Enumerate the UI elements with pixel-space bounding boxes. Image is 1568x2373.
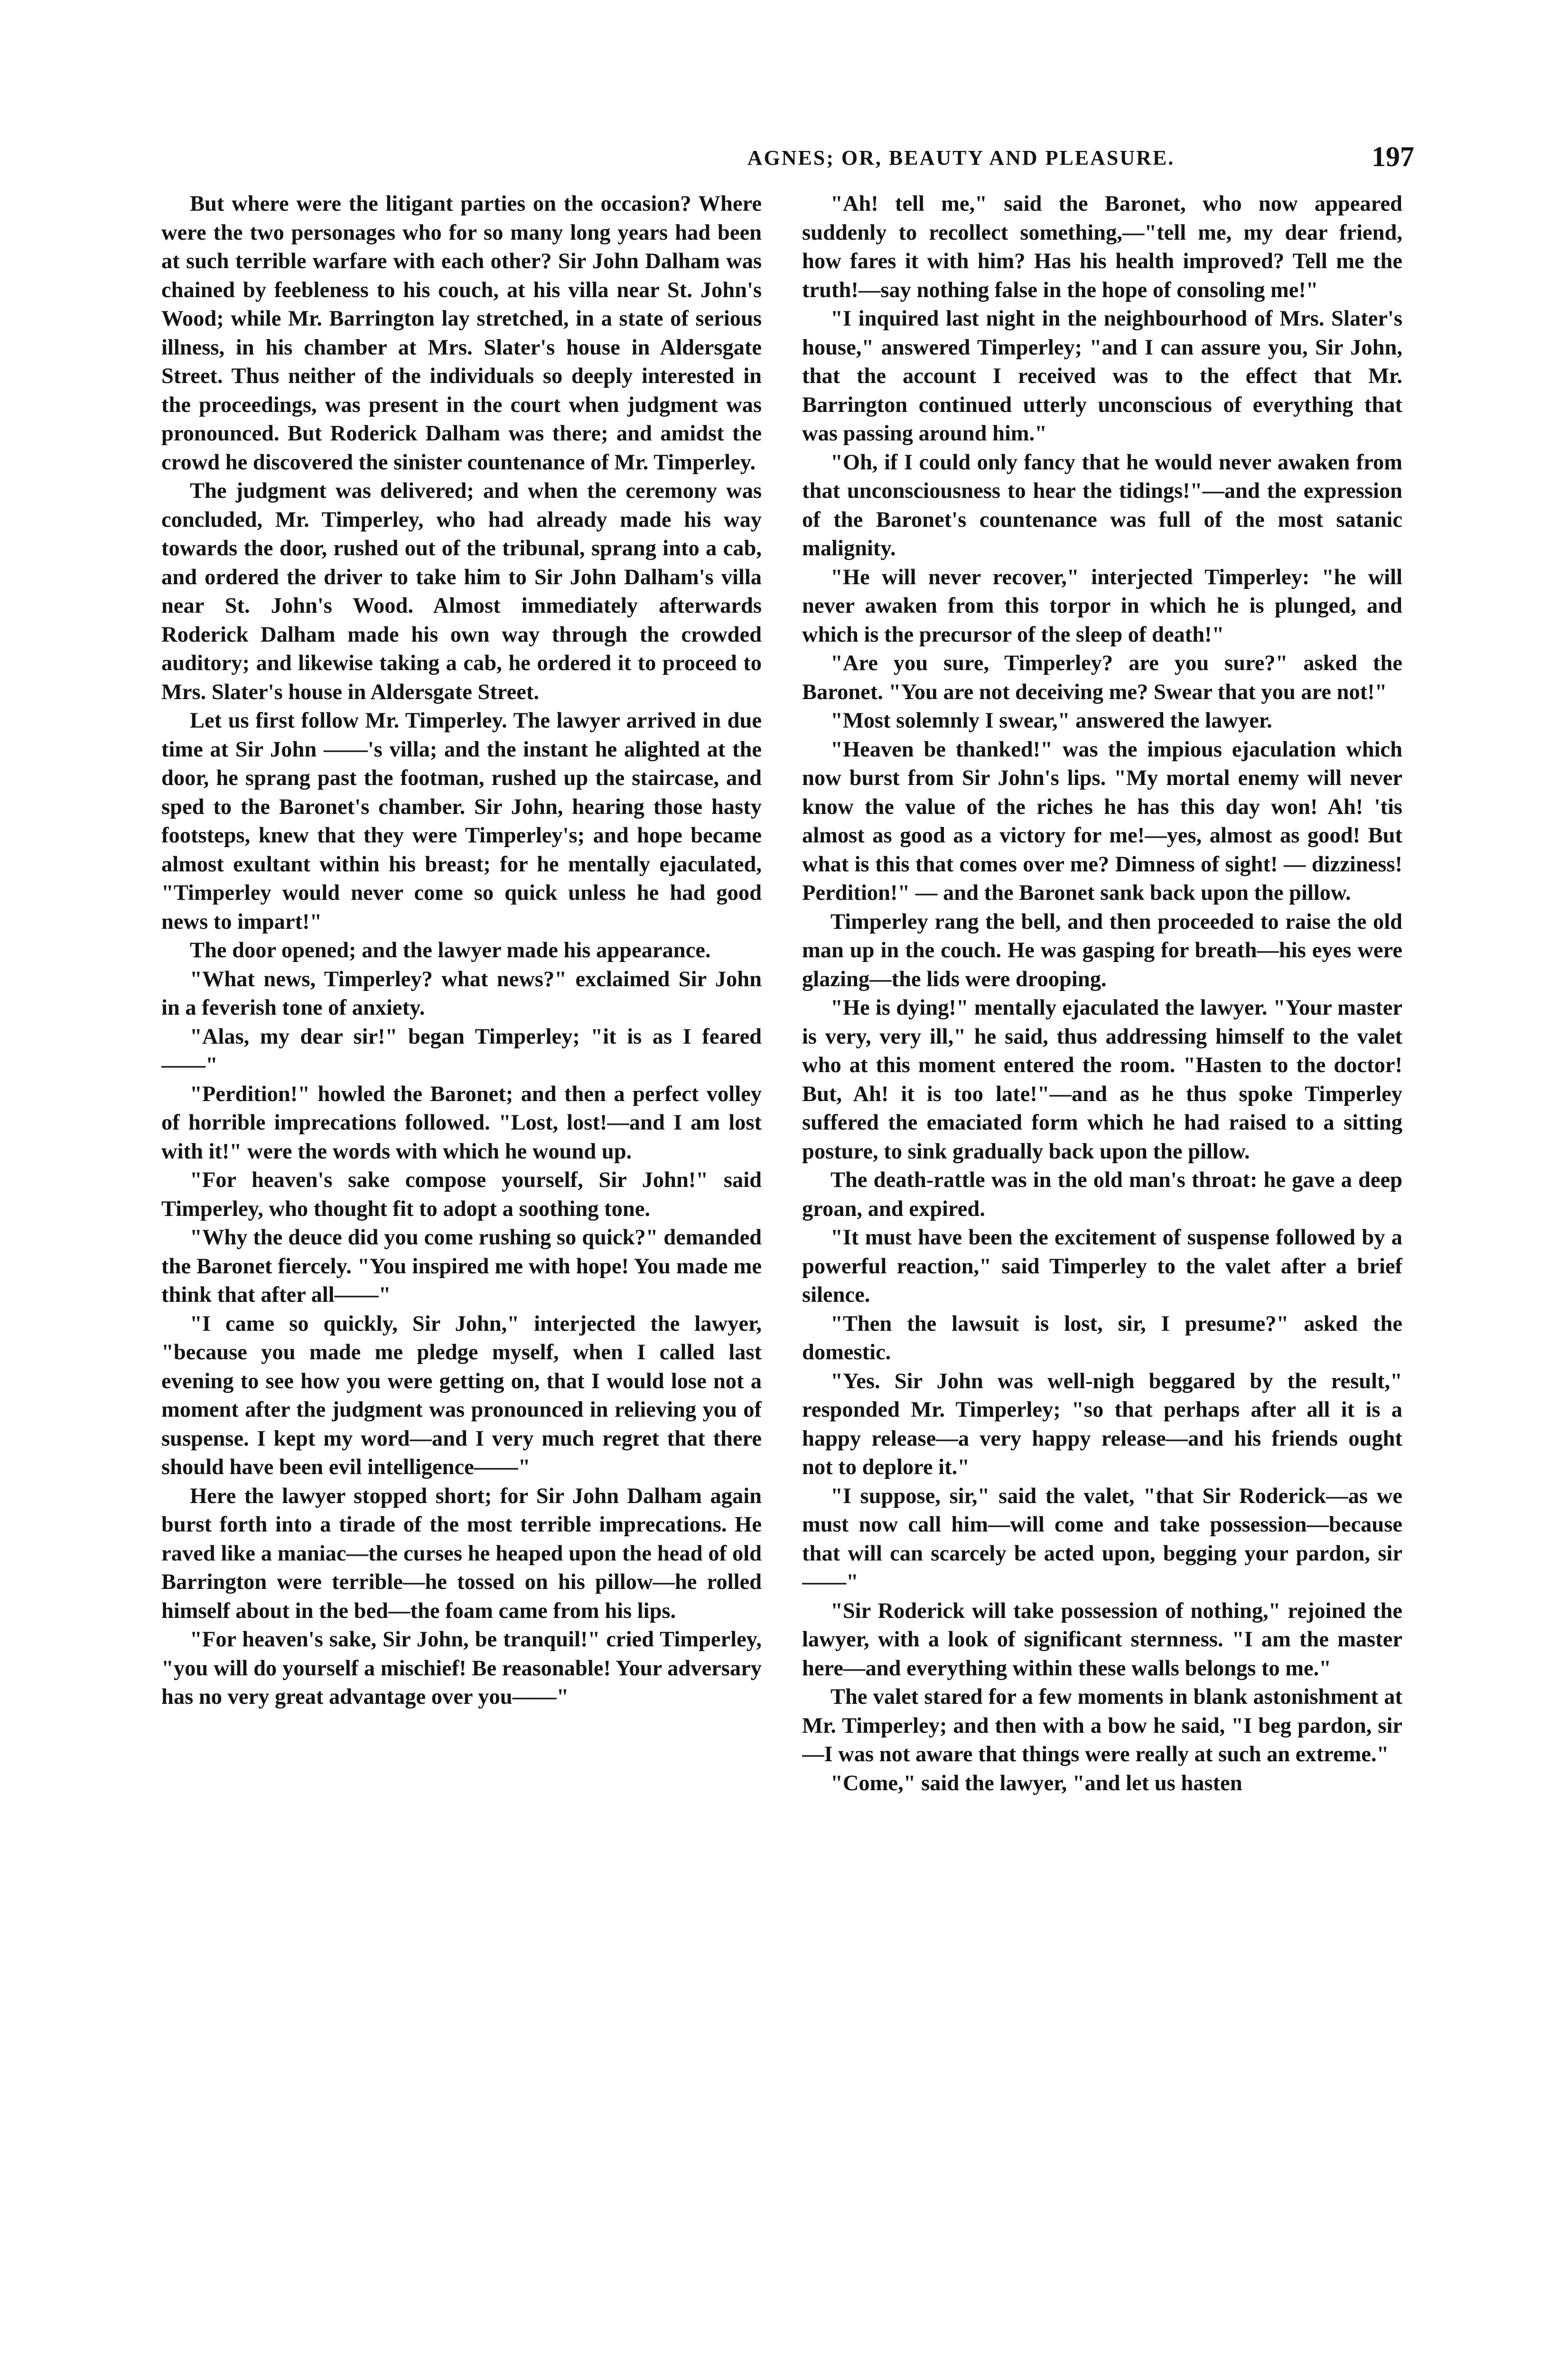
paragraph: "What news, Timperley? what news?" exclaimed Sir John in a feverish tone of anxiety. [161,967,762,1020]
paragraph: "Oh, if I could only fancy that he would never awaken from that unconsciousness to hear the tidings!"—and the expression of the Baronet's countenance was full of the most satanic malignity. [802,450,1402,561]
paragraph: The judgment was delivered; and when the ceremony was concluded, Mr. Timperley, who had already made his way towards the door, rushed out of the tribunal, sprang into a cab, and ordered the driver to take him to Sir John Dalham's villa near St. John's Wood. Almost immediately afterwards Roderick Dalham made his own way through the crowded auditory; and likewise taking a cab, he ordered it to proceed to Mrs. Slater's house in Aldersgate Street. [161,479,762,704]
paragraph: Let us first follow Mr. Timperley. The lawyer arrived in due time at Sir John ——'s villa; and the instant he alighted at the door, he sprang past the footman, rushed up the staircase, and sped to the Baronet's chamber. Sir John, hearing those hasty footsteps, knew that they were Timperley's; and hope became almost exultant within his breast; for he mentally ejaculated, "Timperley would never come so quick unless he had good news to impart!" [161,709,762,934]
paragraph: Timperley rang the bell, and then proceeded to raise the old man up in the couch. He was gasping for breath—his eyes were glazing—the lids were drooping. [802,909,1402,991]
paragraph: "Alas, my dear sir!" began Timperley; "it is as I feared——" [161,1024,762,1077]
paragraph: "Then the lawsuit is lost, sir, I presume?" asked the domestic. [802,1311,1402,1364]
paragraph: "For heaven's sake, Sir John, be tranquil!" cried Timperley, "you will do yourself a mischief! Be reasonable! Your adversary has no very great advantage over you——" [161,1627,762,1709]
paragraph: The valet stared for a few moments in blank astonishment at Mr. Timperley; and then with a bow he said, "I beg pardon, sir—I was not aware that things were really at such an extreme." [802,1685,1402,1766]
paragraph: "Are you sure, Timperley? are you sure?" asked the Baronet. "You are not deceiving me? Swear that you are not!" [802,651,1402,704]
paragraph: "Sir Roderick will take possession of nothing," rejoined the lawyer, with a look of significant sternness. "I am the master here—and everything within these walls belongs to me." [802,1598,1402,1681]
paragraph: "He will never recover," interjected Timperley: "he will never awaken from this torpor in which he is plunged, and which is the precursor of the sleep of death!" [802,565,1402,647]
paragraph: "Heaven be thanked!" was the impious ejaculation which now burst from Sir John's lips. "My mortal enemy will never know the value of the riches he has this day won! Ah! 'tis almost as good as a victory for me!—yes, almost as good! But what is this that comes over me? Dimness of sight! — dizziness! Perdition!" — and the Baronet sank back upon the pillow. [802,737,1402,905]
paragraph: "Ah! tell me," said the Baronet, who now appeared suddenly to recollect something,—"tell me, my dear friend, how fares it with him? Has his health improved? Tell me the truth!—say nothing false in the hope of consoling me!" [802,192,1402,302]
paragraph: "I suppose, sir," said the valet, "that Sir Roderick—as we must now call him—will come and take possession—because that will can scarcely be acted upon, begging your pardon, sir——" [802,1484,1402,1594]
page-number: 197 [1372,141,1414,172]
paragraph: "Yes. Sir John was well-nigh beggared by the result," responded Mr. Timperley; "so that perhaps after all it is a happy release—a very happy release—and his friends ought not to deplore it." [802,1369,1402,1479]
paragraph: But where were the litigant parties on the occasion? Where were the two personages who for so many long years had been at such terrible warfare with each other? Sir John Dalham was chained by feebleness to his couch, at his villa near St. John's Wood; while Mr. Barrington lay stretched, in a state of serious illness, in his chamber at Mrs. Slater's house in Aldersgate Street. Thus neither of the individuals so deeply interested in the proceedings, was present in the court when judgment was pronounced. But Roderick Dalham was there; and amidst the crowd he discovered the sinister countenance of Mr. Timperley. [161,192,762,475]
paragraph: "I came so quickly, Sir John," interjected the lawyer, "because you made me pledge myself, when I called last evening to see how you were getting on, that I would lose not a moment after the judgment was pronounced in relieving you of suspense. I kept my word—and I very much regret that there should have been evil intelligence——" [161,1311,762,1479]
paragraph: The door opened; and the lawyer made his appearance. [190,938,711,962]
paragraph: "It must have been the excitement of suspense followed by a powerful reaction," said Timperley to the valet after a brief silence. [802,1225,1402,1307]
paragraph: The death-rattle was in the old man's throat: he gave a deep groan, and expired. [802,1168,1402,1221]
right-column [802,190,1402,2307]
paragraph: Here the lawyer stopped short; for Sir John Dalham again burst forth into a tirade of the most terrible imprecations. He raved like a maniac—the curses he heaped upon the head of old Barrington were terrible—he tossed on his pillow—he rolled himself about in the bed—the foam came from his lips. [161,1484,762,1623]
paragraph: "Why the deuce did you come rushing so quick?" demanded the Baronet fiercely. "You inspired me with hope! You made me think that after all——" [161,1225,762,1307]
paragraph: "Perdition!" howled the Baronet; and then a perfect volley of horrible imprecations followed. "Lost, lost!—and I am lost with it!" were the words with which he wound up. [161,1082,762,1164]
paragraph: "For heaven's sake compose yourself, Sir John!" said Timperley, who thought fit to adopt a soothing tone. [161,1168,762,1221]
running-header: AGNES; OR, BEAUTY AND PLEASURE. [747,146,1175,169]
paragraph: "Most solemnly I swear," answered the lawyer. [831,709,1272,733]
paragraph: "Come," said the lawyer, "and let us hasten [831,1771,1242,1795]
paragraph: "I inquired last night in the neighbourhood of Mrs. Slater's house," answered Timperley; "and I can assure you, Sir John, that the account I received was to the effect that Mr. Barrington continued utterly unconscious of everything that was passing around him." [802,307,1402,446]
left-column [161,190,762,2307]
paragraph: "He is dying!" mentally ejaculated the lawyer. "Your master is very, very ill," he said, thus addressing himself to the valet who at this moment entered the room. "Hasten to the doctor! But, Ah! it is too late!"—and as he thus spoke Timperley suffered the emaciated form which he had raised to a sitting posture, to sink gradually back upon the pillow. [802,996,1402,1164]
